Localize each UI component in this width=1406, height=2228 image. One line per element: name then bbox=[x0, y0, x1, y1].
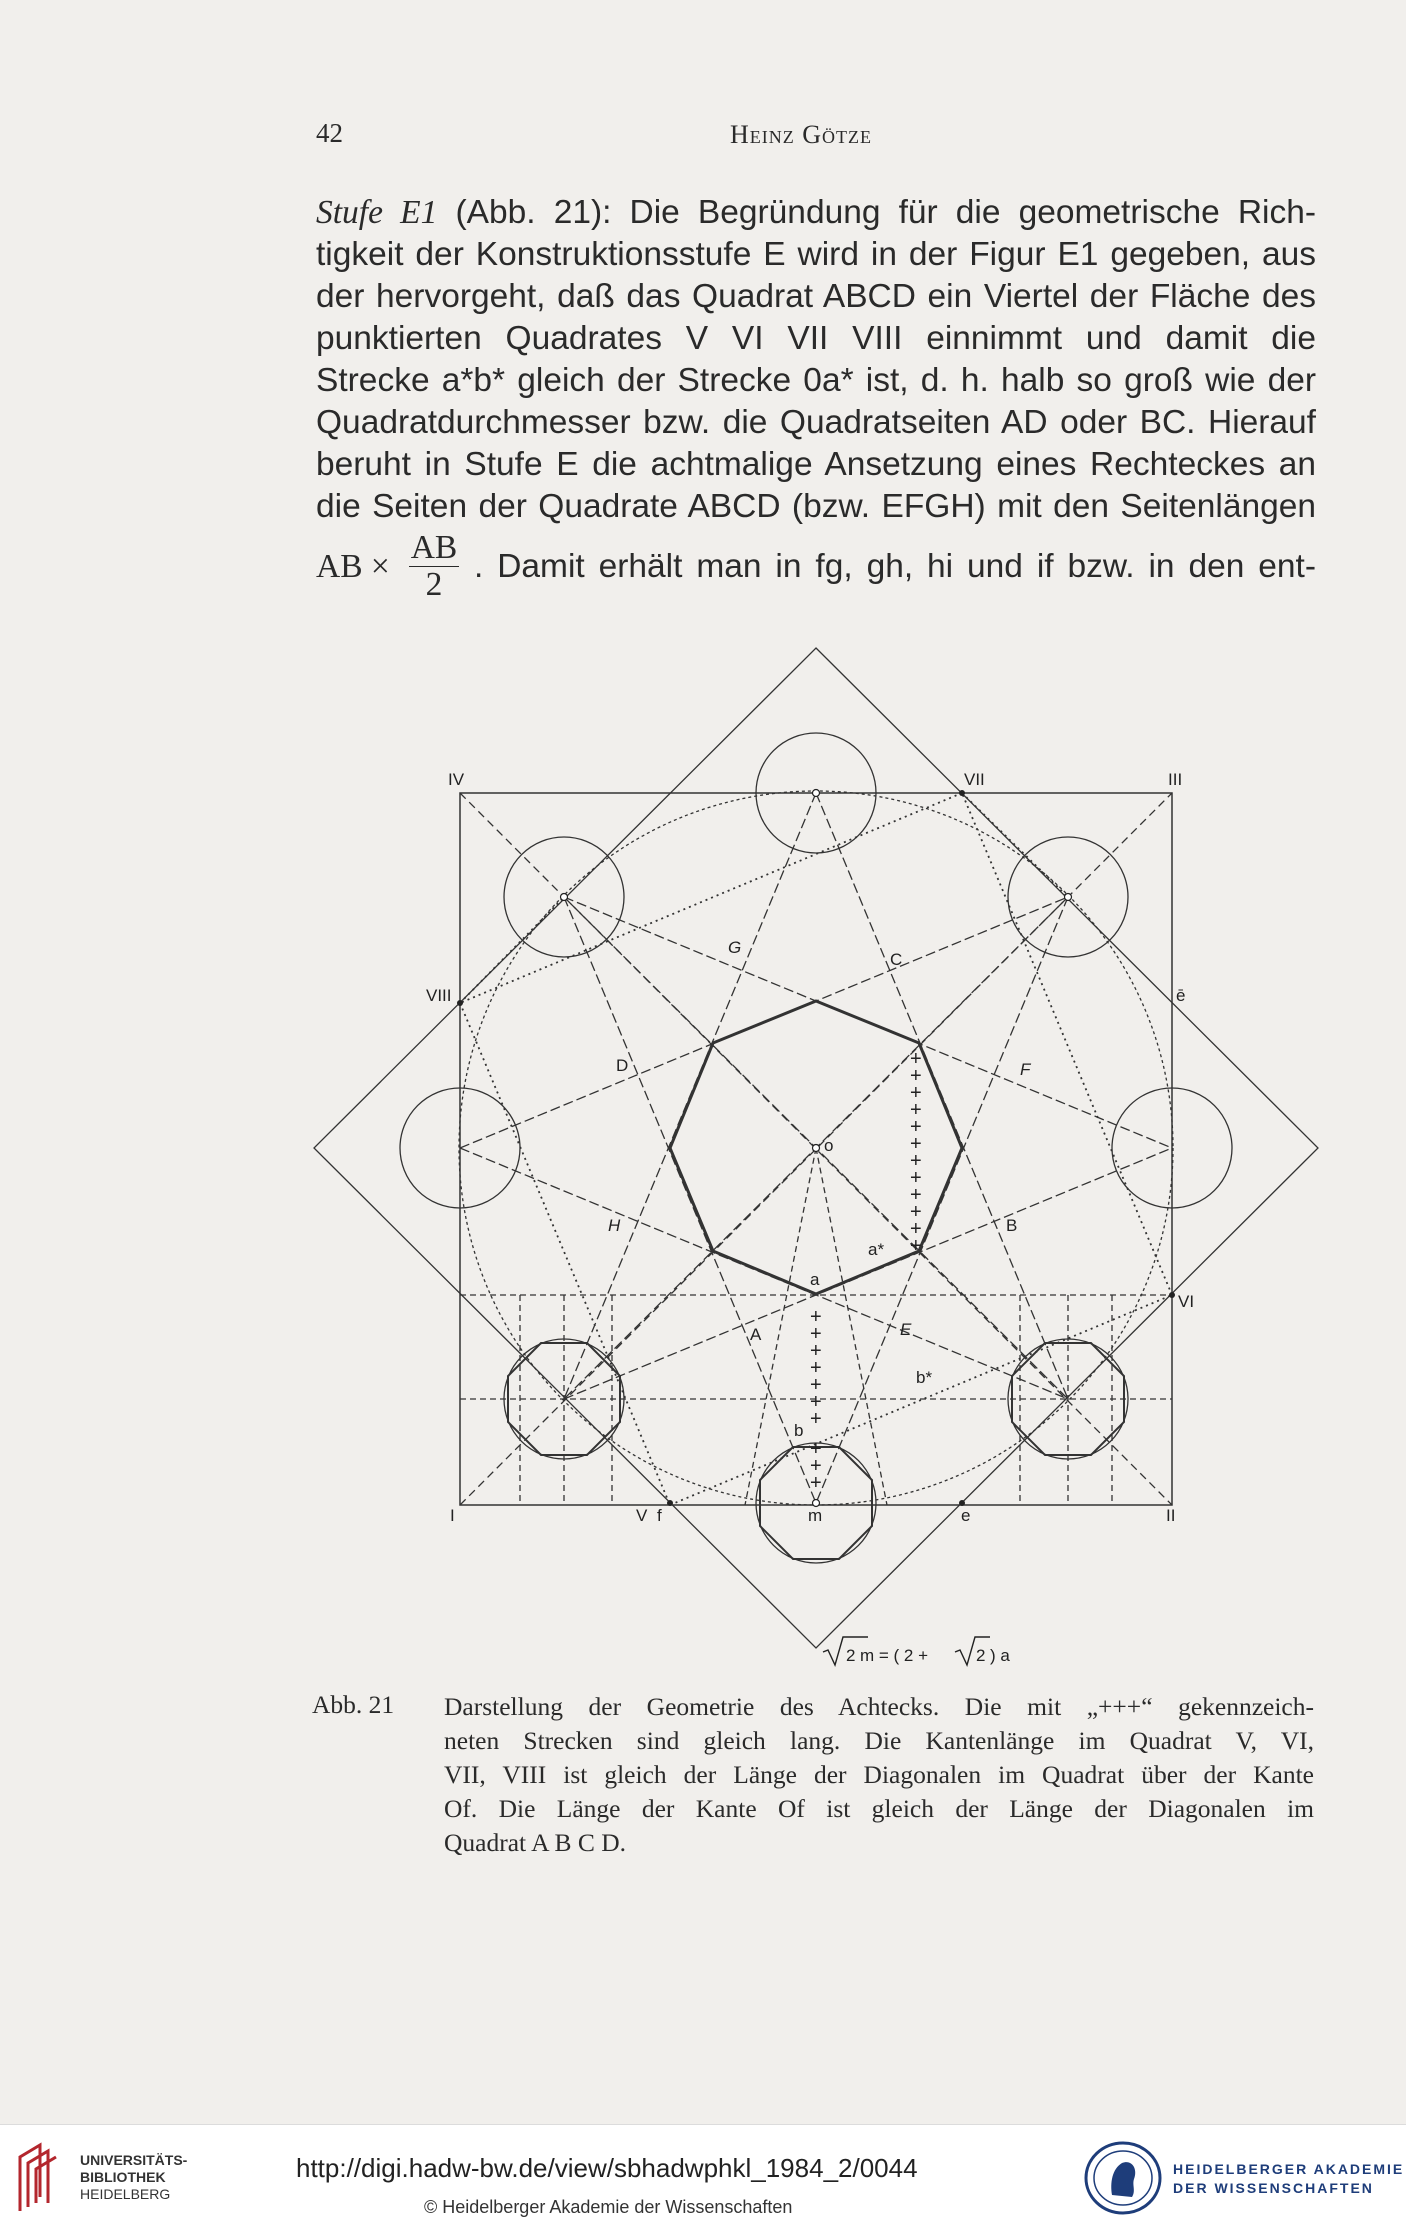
svg-text:+: + bbox=[810, 1374, 822, 1396]
equation-middle: m = ( 2 + bbox=[860, 1646, 929, 1665]
figure-caption bbox=[444, 1690, 1314, 1860]
svg-text:+: + bbox=[910, 1235, 922, 1257]
label-o: o bbox=[824, 1136, 834, 1155]
section-label: Stufe E1 bbox=[316, 194, 438, 231]
point-VII bbox=[959, 790, 965, 796]
label-B: B bbox=[1006, 1216, 1018, 1235]
body-line: die Seiten der Quadrate ABCD (bzw. EFGH) mit den Seitenlängen bbox=[316, 488, 1316, 525]
label-D: D bbox=[616, 1056, 629, 1075]
star-line bbox=[564, 793, 816, 1399]
svg-text:+: + bbox=[810, 1472, 822, 1494]
caption-line: Darstellung der Geometrie des Achtecks. Die mit „+++“ gekennzeich- bbox=[444, 1692, 1314, 1721]
label-b-star: b* bbox=[916, 1368, 933, 1387]
label-IV: IV bbox=[448, 770, 465, 789]
label-f: f bbox=[657, 1506, 662, 1525]
fraction-denominator: 2 bbox=[425, 566, 443, 603]
label-III: III bbox=[1168, 770, 1183, 789]
source-url-link[interactable]: http://digi.hadw-bw.de/view/sbhadwphkl_1984_2/0044 bbox=[296, 2153, 918, 2183]
label-II: II bbox=[1166, 1506, 1176, 1525]
octagon-geometry-figure bbox=[300, 635, 1340, 1675]
point bbox=[813, 790, 820, 797]
equation-root-1: 2 bbox=[846, 1646, 856, 1665]
svg-text:+: + bbox=[910, 1167, 922, 1189]
dotted-square-edge bbox=[670, 1295, 1172, 1505]
digitization-footer bbox=[0, 2124, 1406, 2228]
academy-name-line: DER WISSENSCHAFTEN bbox=[1173, 2180, 1374, 2196]
university-library-logo-icon bbox=[14, 2137, 70, 2217]
library-name bbox=[80, 2152, 187, 2203]
svg-text:+: + bbox=[810, 1408, 822, 1430]
star-line bbox=[564, 897, 1172, 1148]
label-a-star: a* bbox=[868, 1240, 885, 1259]
label-F: F bbox=[1020, 1060, 1031, 1079]
library-name-line: HEIDELBERG bbox=[80, 2186, 171, 2202]
body-line: punktierten Quadrates V VI VII VIII einnimmt und damit die bbox=[316, 320, 1316, 357]
figure-equation bbox=[823, 1637, 1010, 1665]
svg-text:+: + bbox=[910, 1099, 922, 1121]
label-e: e bbox=[961, 1506, 971, 1525]
label-a: a bbox=[810, 1270, 820, 1289]
svg-text:+: + bbox=[910, 1065, 922, 1087]
label-C: C bbox=[890, 950, 903, 969]
label-b: b bbox=[794, 1421, 804, 1440]
library-name-line: BIBLIOTHEK bbox=[80, 2169, 166, 2185]
caption-line: VII, VIII ist gleich der Länge der Diagonalen im Quadrat über der Kante bbox=[444, 1760, 1314, 1789]
caption-line: Quadrat A B C D. bbox=[444, 1828, 627, 1857]
svg-text:+: + bbox=[810, 1357, 822, 1379]
svg-text:+: + bbox=[810, 1391, 822, 1413]
star-line bbox=[816, 793, 1068, 1399]
caption-line: Of. Die Länge der Kante Of ist gleich der Länge der Diagonalen im bbox=[444, 1794, 1314, 1823]
svg-text:+: + bbox=[810, 1438, 822, 1460]
svg-text:+: + bbox=[910, 1082, 922, 1104]
fraction-numerator: AB bbox=[410, 529, 458, 566]
page-number: 42 bbox=[316, 118, 343, 148]
body-line: Strecke a*b* gleich der Strecke 0a* ist, d. h. halb so groß wie der bbox=[316, 362, 1316, 399]
academy-name bbox=[1173, 2160, 1404, 2198]
star-line bbox=[564, 1148, 1172, 1399]
star-line bbox=[816, 897, 1068, 1503]
formula-continuation: . Damit erhält man in fg, gh, hi und if bzw. in den ent- bbox=[474, 548, 1316, 585]
body-paragraph bbox=[316, 192, 1316, 528]
body-line bbox=[316, 192, 1316, 234]
equation-end: ) a bbox=[990, 1646, 1010, 1665]
label-VIII: VIII bbox=[426, 986, 452, 1005]
svg-text:+: + bbox=[910, 1048, 922, 1070]
svg-text:+: + bbox=[810, 1340, 822, 1362]
label-A: A bbox=[750, 1325, 762, 1344]
formula-line bbox=[316, 530, 1316, 610]
svg-text:+: + bbox=[910, 1184, 922, 1206]
body-line: beruht in Stufe E die achtmalige Ansetzung eines Rechteckes an bbox=[316, 446, 1316, 483]
label-H: H bbox=[608, 1216, 621, 1235]
academy-seal-icon bbox=[1082, 2139, 1164, 2217]
svg-text:+: + bbox=[910, 1218, 922, 1240]
construction-line bbox=[816, 1148, 887, 1505]
point bbox=[561, 894, 568, 901]
label-VII: VII bbox=[964, 770, 985, 789]
dotted-square-edge bbox=[460, 793, 962, 1003]
point-o bbox=[813, 1145, 820, 1152]
label-m: m bbox=[808, 1506, 823, 1525]
point bbox=[1065, 894, 1072, 901]
point-VIII bbox=[457, 1000, 463, 1006]
star-line bbox=[460, 1148, 1068, 1399]
svg-text:+: + bbox=[910, 1133, 922, 1155]
star-line bbox=[564, 897, 816, 1503]
body-line: tigkeit der Konstruktionsstufe E wird in der Figur E1 gegeben, aus bbox=[316, 236, 1316, 273]
body-line: Quadratdurchmesser bzw. die Quadratseiten AD oder BC. Hierauf bbox=[316, 404, 1316, 441]
svg-text:+: + bbox=[910, 1201, 922, 1223]
svg-text:+: + bbox=[810, 1306, 822, 1328]
svg-text:+: + bbox=[810, 1455, 822, 1477]
point-VI bbox=[1169, 1292, 1175, 1298]
svg-text:+: + bbox=[810, 1323, 822, 1345]
plus-marks bbox=[810, 1048, 922, 1494]
label-VI: VI bbox=[1178, 1292, 1195, 1311]
caption-label: Abb. 21 bbox=[312, 1690, 395, 1719]
point-f bbox=[667, 1500, 673, 1506]
running-head: Heinz Götze bbox=[730, 120, 873, 149]
svg-text:+: + bbox=[910, 1116, 922, 1138]
copyright-notice: © Heidelberger Akademie der Wissenschaften bbox=[424, 2197, 793, 2217]
label-G: G bbox=[728, 938, 742, 957]
equation-root-2: 2 bbox=[976, 1646, 986, 1665]
body-line-text: (Abb. 21): Die Begründung für die geometrische Rich- bbox=[437, 194, 1317, 231]
label-V: V bbox=[636, 1506, 648, 1525]
formula-lhs: AB × bbox=[316, 548, 390, 585]
label-e-bar: ē bbox=[1176, 986, 1186, 1005]
formula-fraction bbox=[409, 530, 459, 603]
svg-text:+: + bbox=[910, 1150, 922, 1172]
star-line bbox=[460, 897, 1068, 1148]
label-I: I bbox=[450, 1506, 455, 1525]
caption-line: neten Strecken sind gleich lang. Die Kantenlänge im Quadrat V, VI, bbox=[444, 1726, 1314, 1755]
academy-name-line: HEIDELBERGER AKADEMIE bbox=[1173, 2161, 1405, 2177]
body-line: der hervorgeht, daß das Quadrat ABCD ein Viertel der Fläche des bbox=[316, 278, 1316, 315]
dotted-square-edge bbox=[460, 1003, 670, 1505]
library-name-line: UNIVERSITÄTS- bbox=[80, 2152, 188, 2168]
label-E: E bbox=[900, 1320, 912, 1339]
